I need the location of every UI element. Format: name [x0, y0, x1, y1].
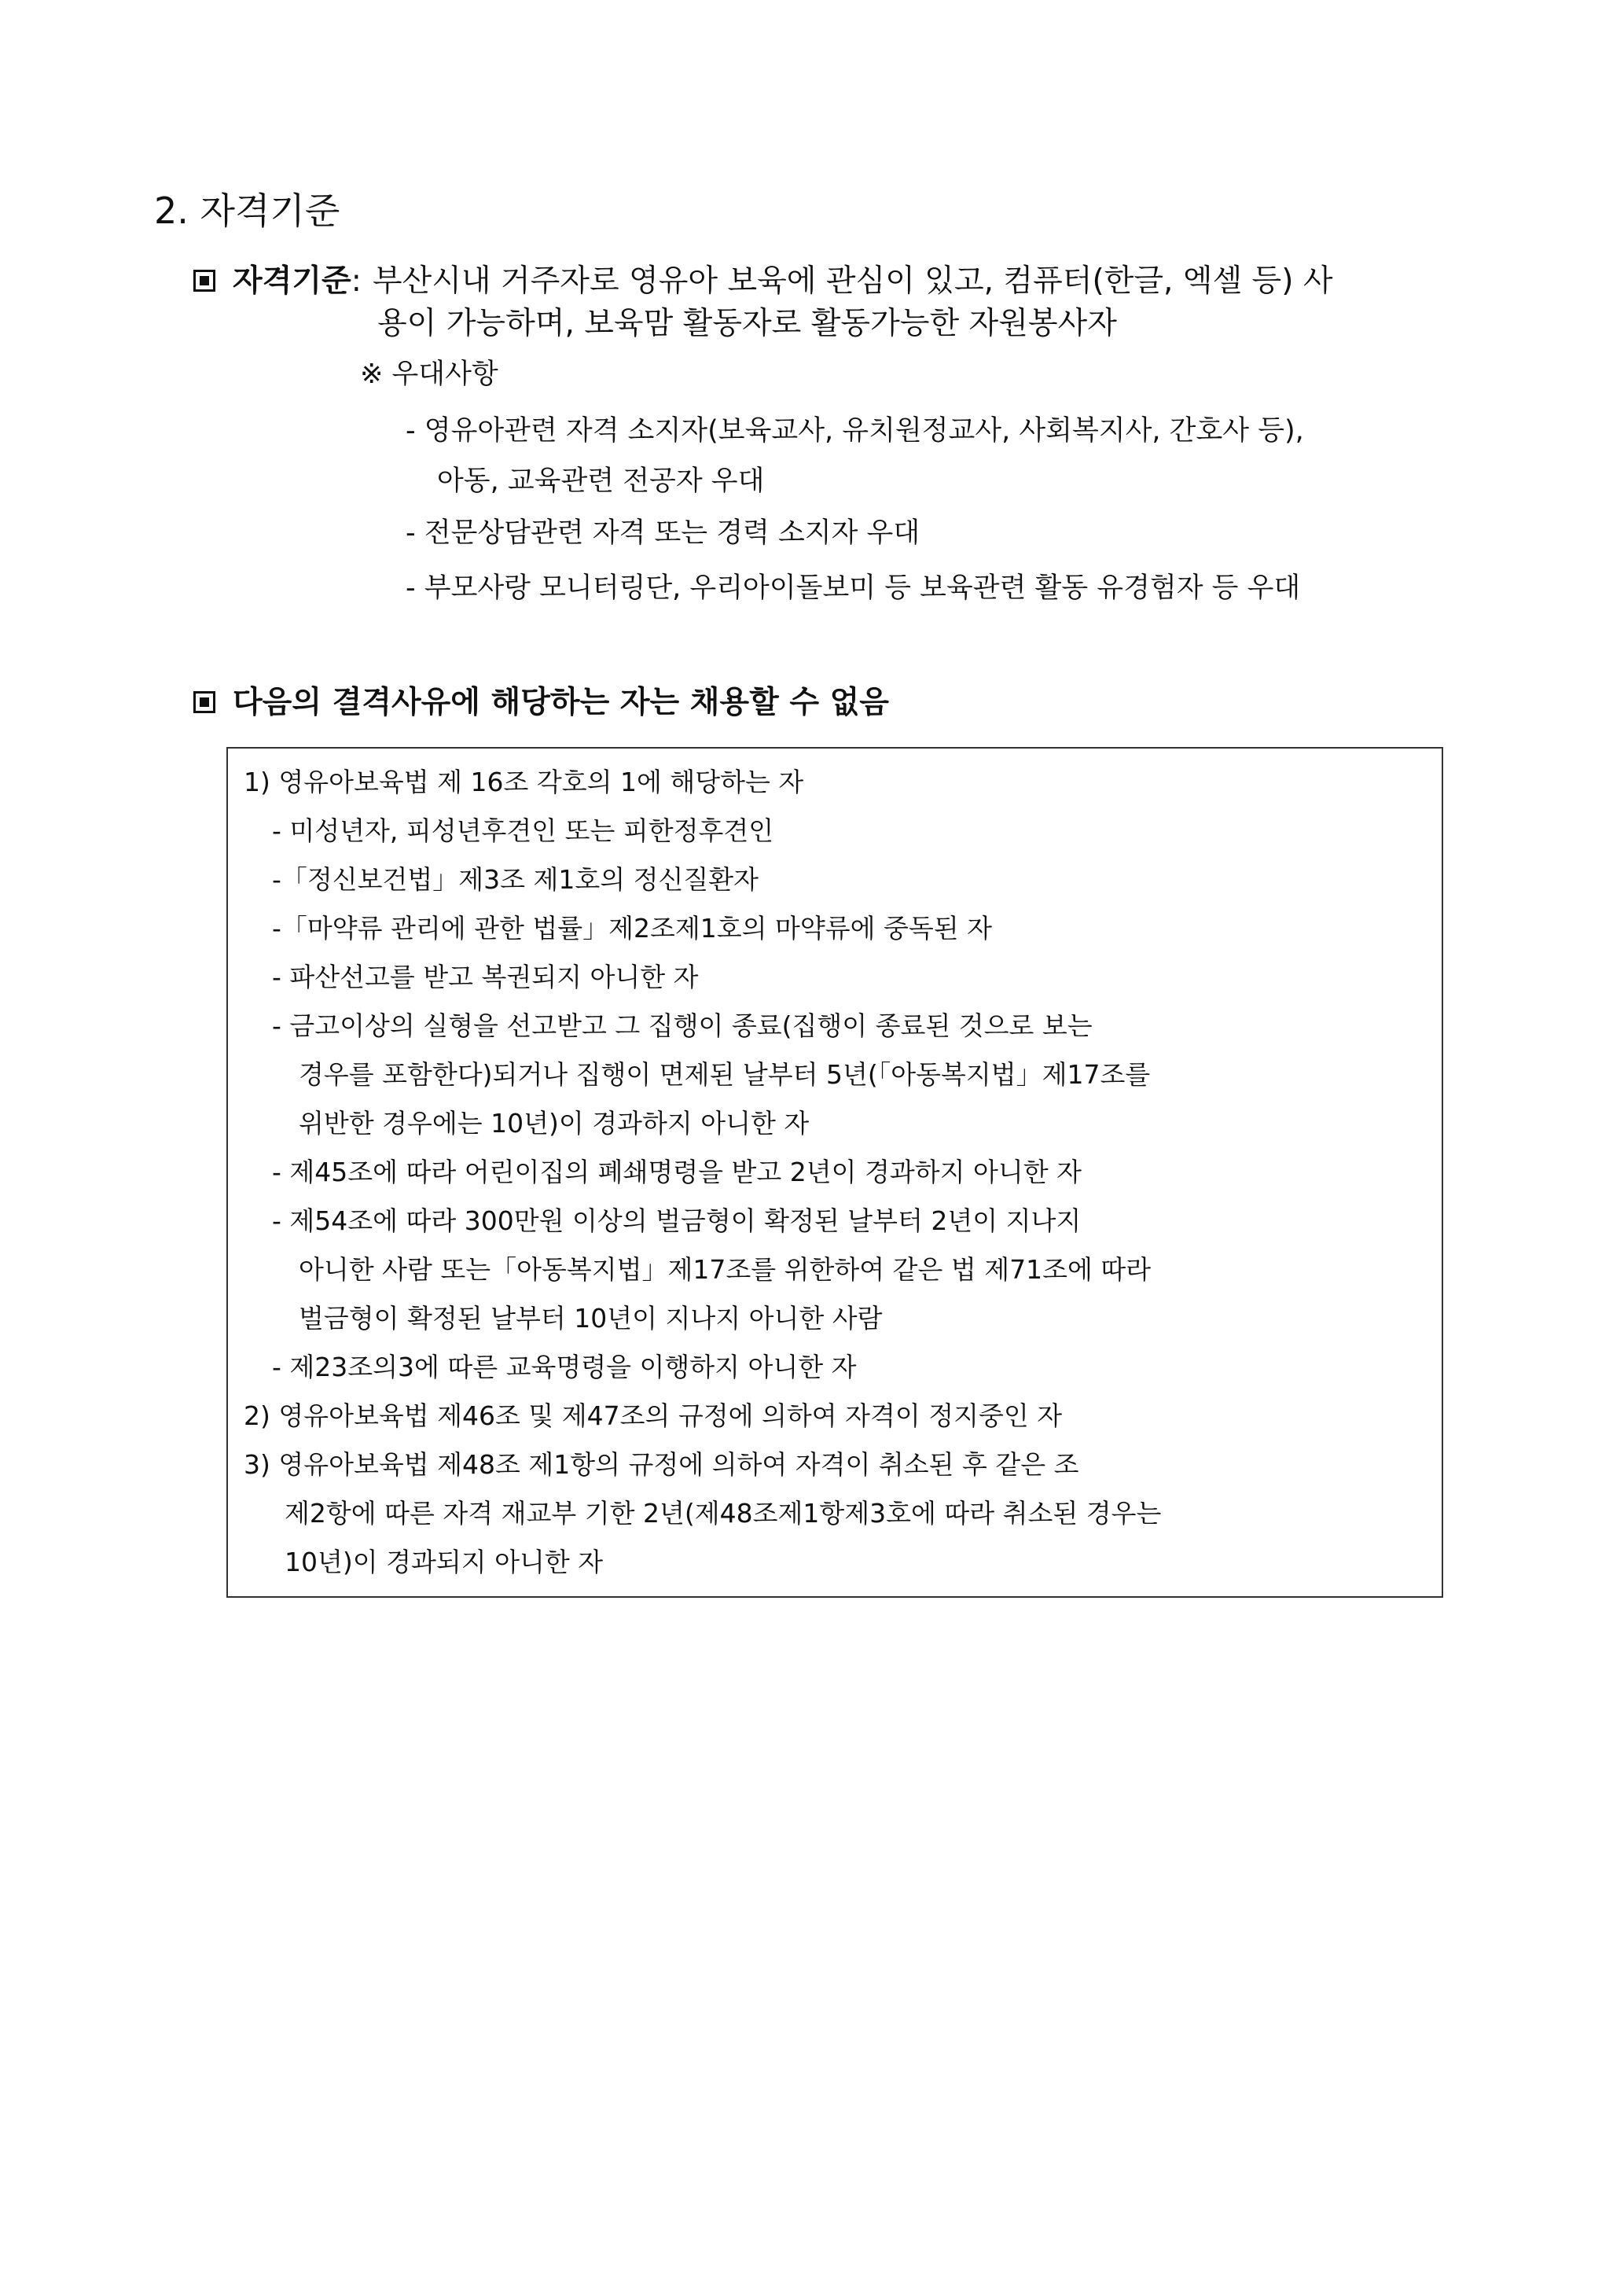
- disqualification-box: [226, 747, 1443, 1598]
- disq-line: 위반한 경우에는 10년)이 경과하지 아니한 자: [299, 1108, 810, 1139]
- disq-line: 10년)이 경과되지 아니한 자: [285, 1547, 604, 1577]
- criteria-text-line-1: 부산시내 거주자로 영유아 보육에 관심이 있고, 컴퓨터(한글, 엑셀 등) 사: [372, 263, 1333, 299]
- disq-line: - 파산선고를 받고 복권되지 아니한 자: [272, 962, 699, 992]
- disq-line: - 제54조에 따라 300만원 이상의 벌금형이 확정된 날부터 2년이 지나지: [272, 1205, 1082, 1236]
- disq-line: 제2항에 따른 자격 재교부 기한 2년(제48조제1항제3호에 따라 취소된 경우는: [285, 1498, 1162, 1529]
- preference-line-3: - 전문상담관련 자격 또는 경력 소지자 우대: [406, 517, 920, 549]
- preference-line-1: - 영유아관련 자격 소지자(보육교사, 유치원정교사, 사회복지사, 간호사 등),: [406, 415, 1304, 447]
- disq-line: 1) 영유아보육법 제 16조 각호의 1에 해당하는 자: [244, 767, 804, 797]
- disq-line: - 미성년자, 피성년후견인 또는 피한정후견인: [272, 815, 774, 846]
- disq-line: -「마약류 관리에 관한 법률」제2조제1호의 마약류에 중독된 자: [272, 913, 993, 944]
- disq-line: - 제23조의3에 따른 교육명령을 이행하지 아니한 자: [272, 1352, 857, 1382]
- criteria-label: 자격기준: [233, 263, 351, 299]
- preference-line-2: 아동, 교육관련 전공자 우대: [437, 465, 765, 497]
- disq-line: - 금고이상의 실형을 선고받고 그 집행이 종료(집행이 종료된 것으로 보는: [272, 1010, 1093, 1041]
- disq-line: -「정신보건법」제3조 제1호의 정신질환자: [272, 864, 759, 895]
- square-bullet-icon: [193, 270, 215, 292]
- disq-line: 3) 영유아보육법 제48조 제1항의 규정에 의하여 자격이 취소된 후 같은 조: [244, 1449, 1079, 1480]
- disqualification-title-text: 다음의 결격사유에 해당하는 자는 채용할 수 없음: [233, 685, 889, 720]
- square-bullet-icon: [193, 691, 215, 713]
- disq-line: - 제45조에 따라 어린이집의 폐쇄명령을 받고 2년이 경과하지 아니한 자: [272, 1157, 1082, 1187]
- criteria-text-line-2: 용이 가능하며, 보육맘 활동자로 활동가능한 자원봉사자: [377, 306, 1117, 341]
- preference-line-4: - 부모사랑 모니터링단, 우리아이돌보미 등 보육관련 활동 유경험자 등 우대: [406, 572, 1301, 604]
- disqualification-title: [193, 678, 889, 728]
- disq-line: 2) 영유아보육법 제46조 및 제47조의 규정에 의하여 자격이 정지중인 자: [244, 1400, 1063, 1431]
- disq-line: 아니한 사람 또는「아동복지법」제17조를 위한하여 같은 법 제71조에 따라: [299, 1254, 1152, 1285]
- criteria-colon: :: [351, 263, 362, 299]
- disq-line: 벌금형이 확정된 날부터 10년이 지나지 아니한 사람: [299, 1303, 883, 1334]
- disq-line: 경우를 포함한다)되거나 집행이 면제된 날부터 5년(「아동복지법」제17조를: [299, 1059, 1151, 1090]
- section-title: 2. 자격기준: [154, 189, 340, 232]
- preferences-title: ※ 우대사항: [360, 359, 498, 390]
